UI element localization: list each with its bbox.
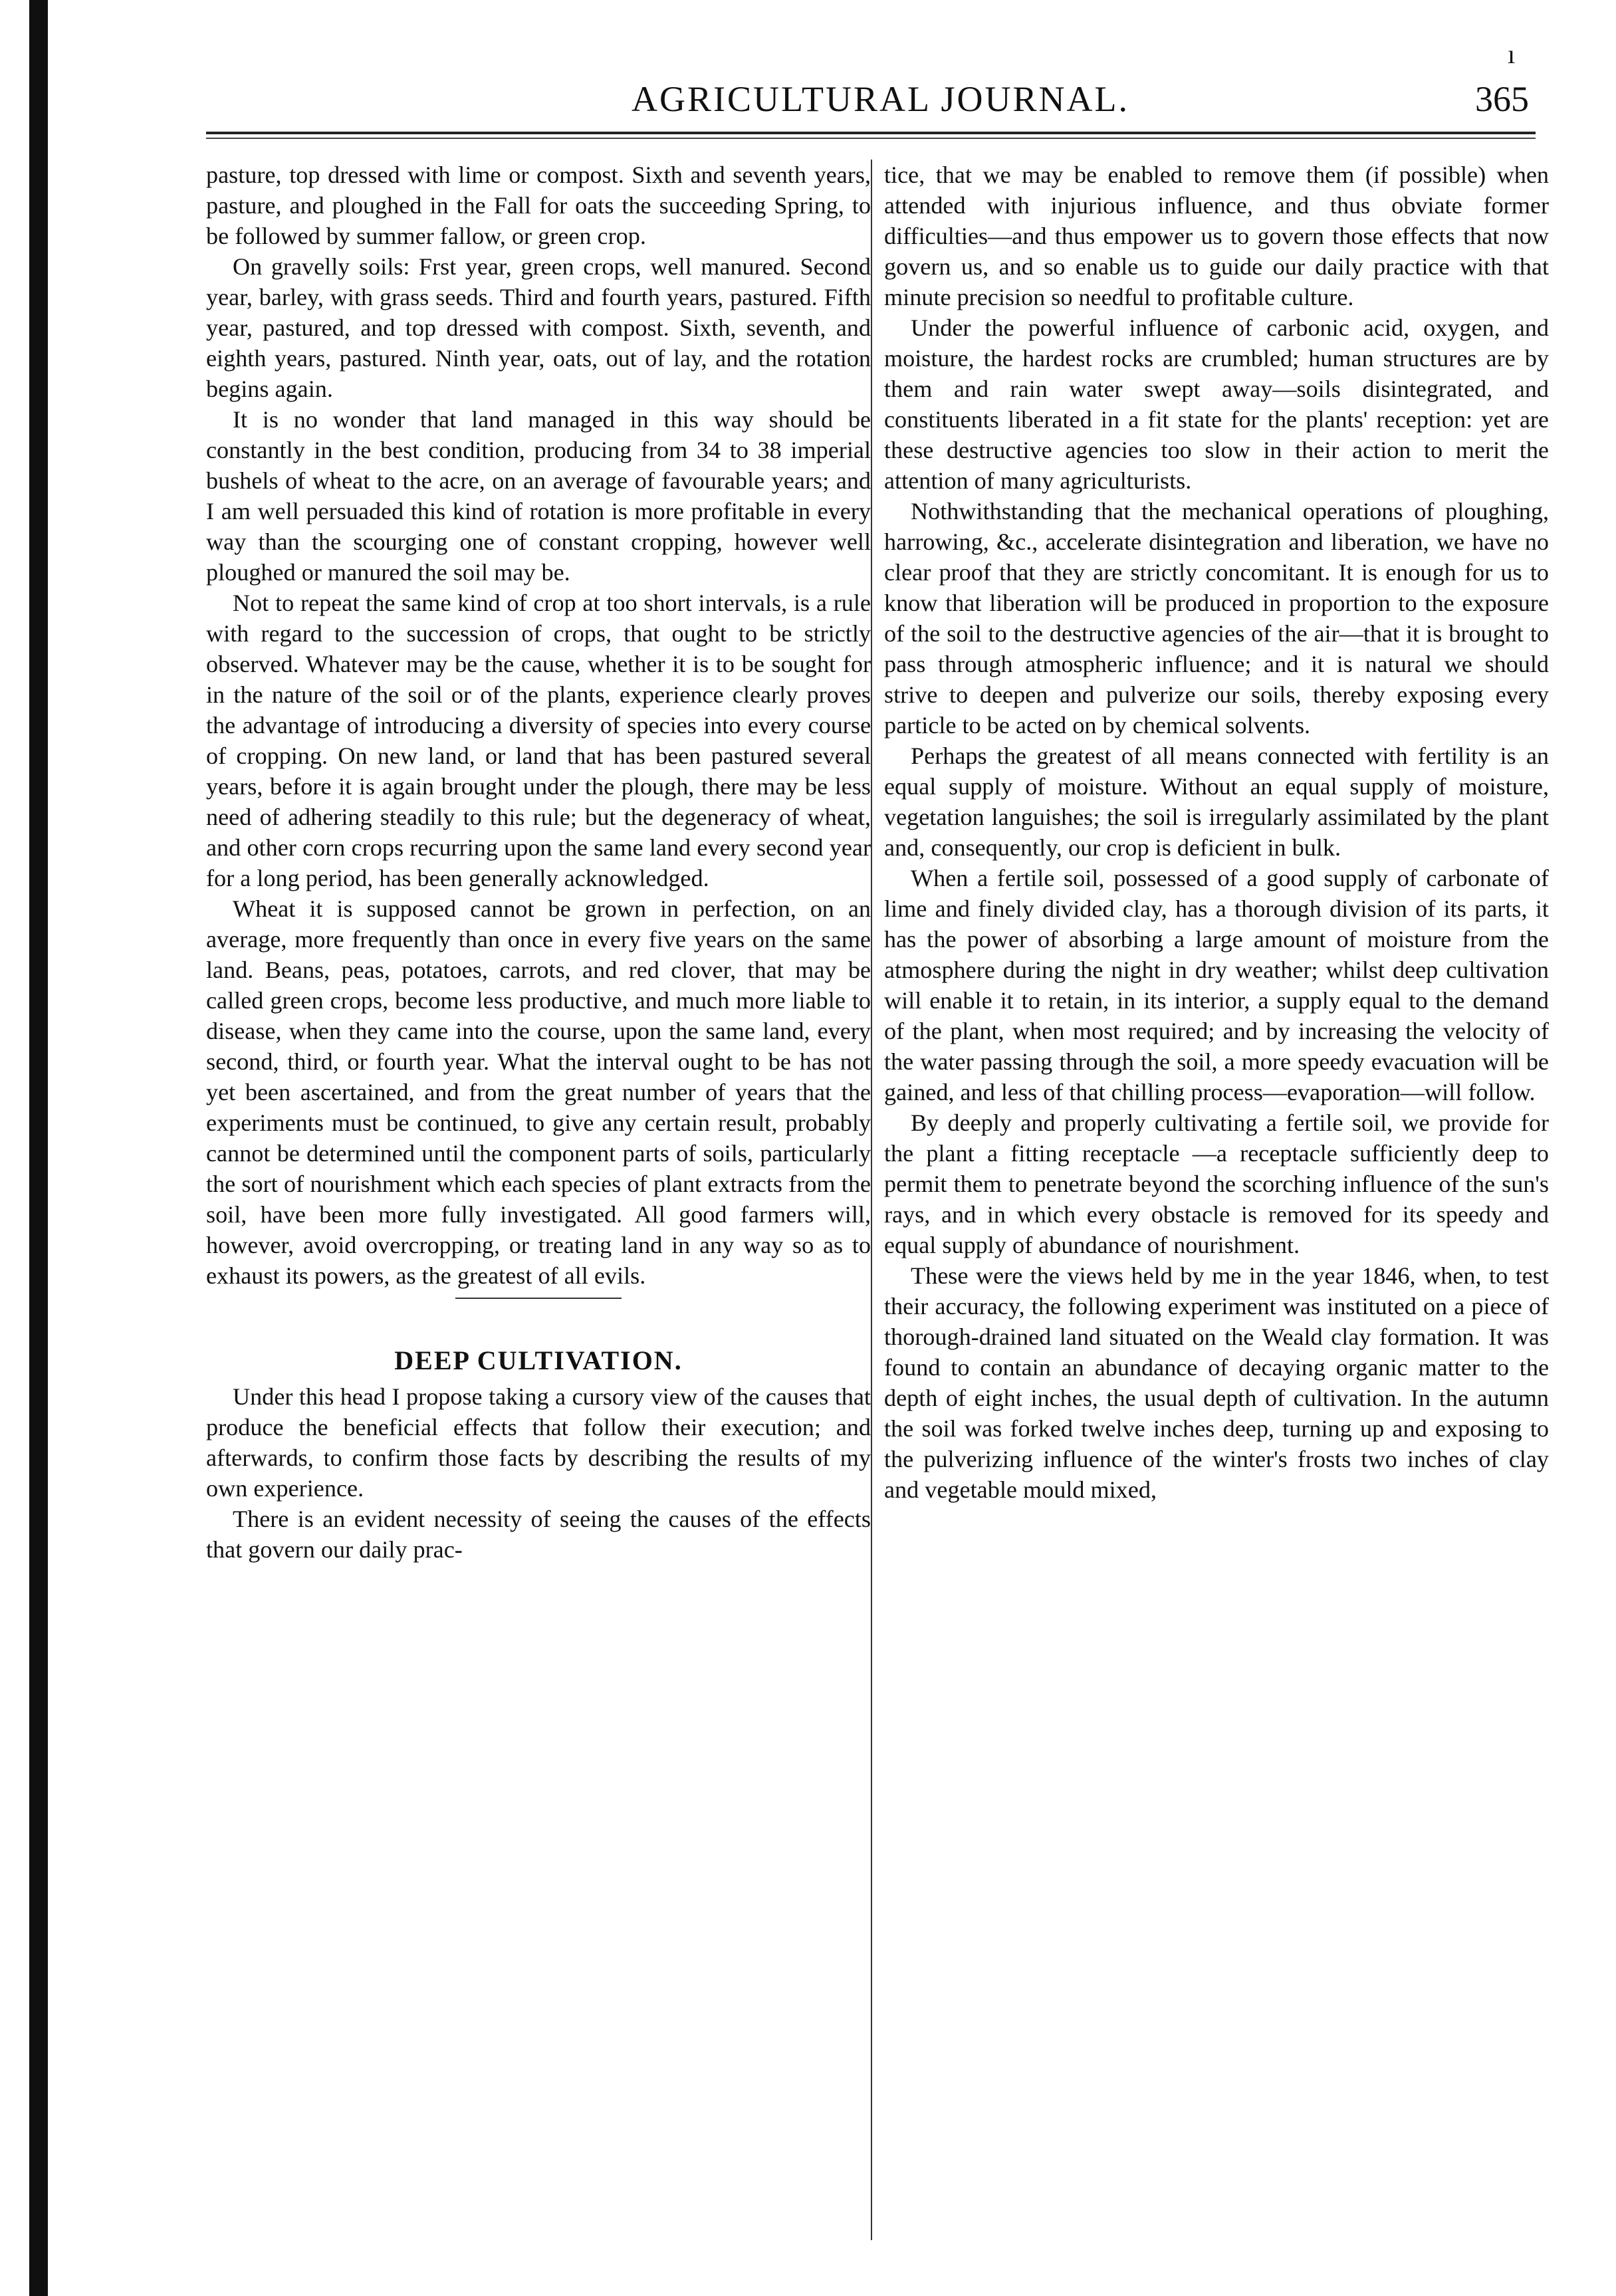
paragraph: Nothwithstanding that the mechanical operations of ploughing, harrowing, &c., accelerate disintegration and liberation, we have no clear proof that they are strictly concomitant. It is enough for us to know that liberation will be produced in proportion to the exposure of the soil to the destructive agencies of the air—that it is brought to pass through atmospheric influence; and it is natural we should strive to deepen and pulverize our soils, thereby exposing every particle to be acted on by chemical solvents. [884, 498, 1549, 739]
paragraph: tice, that we may be enabled to remove them (if possible) when attended with injurious influence, and thus obviate former difficulties—and thus empower us to govern those effects that now govern us, and so enable us to guide our daily practice with that minute precision so needful to profitable culture. [884, 162, 1549, 310]
column-divider [871, 160, 872, 2240]
paragraph: When a fertile soil, possessed of a good supply of carbonate of lime and finely divided clay, has a thorough division of its parts, it has the power of absorbing a large amount of moisture from the atmosphere during the night in dry weather; whilst deep cultivation will enable it to retain, in its interior, a supply equal to the demand of the plant, when most required; and by increasing the velocity of the water passing through the soil, a more speedy evacuation will be gained, and less of that chilling process—evaporation—will follow. [884, 865, 1549, 1105]
header-rule [206, 132, 1536, 134]
paragraph: Perhaps the greatest of all means connected with fertility is an equal supply of moisture. Without an equal supply of moisture, vegetation languishes; the soil is irregularly assimilated by the plant and, consequently, our crop is deficient in bulk. [884, 743, 1549, 861]
right-column [884, 160, 1549, 1505]
paragraph: Not to repeat the same kind of crop at too short intervals, is a rule with regard to the succession of crops, that ought to be strictly observed. Whatever may be the cause, whether it is to be sought for in the nature of the soil or of the plants, experience clearly proves the advantage of introducing a diversity of species into every course of cropping. On new land, or land that has been pastured several years, before it is again brought under the plough, there may be less need of adhering steadily to this rule; but the degeneracy of wheat, and other corn crops recurring upon the same land every second year for a long period, has been generally acknowledged. [206, 590, 871, 891]
paragraph: By deeply and properly cultivating a fertile soil, we provide for the plant a fitting receptacle —a receptacle sufficiently deep to permit them to penetrate beyond the scorching influence of the sun's rays, and in which every obstacle is removed for its speedy and equal supply of abundance of nourishment. [884, 1109, 1549, 1258]
paragraph: On gravelly soils: Frst year, green crops, well manured. Second year, barley, with grass seeds. Third and fourth years, pastured. Fifth year, pastured, and top dressed with compost. Sixth, seventh, and eighth years, pastured. Ninth year, oats, out of lay, and the rotation begins again. [206, 253, 871, 402]
paragraph: These were the views held by me in the year 1846, when, to test their accuracy, the following experiment was instituted on a piece of thorough-drained land situated on the Weald clay formation. It was found to contain an abundance of decaying organic matter to the depth of eight inches, the usual depth of cultivation. In the autumn the soil was forked twelve inches deep, turning up and exposing to the pulverizing influence of the winter's frosts two inches of clay and vegetable mould mixed, [884, 1262, 1549, 1503]
section-heading: DEEP CULTIVATION. [394, 1345, 683, 1375]
paragraph: Wheat it is supposed cannot be grown in perfection, on an average, more frequently than once in every five years on the same land. Beans, peas, potatoes, carrots, and red clover, that may be called green crops, become less productive, and much more liable to disease, when they came into the course, upon the same land, every second, third, or fourth year. What the interval ought to be has not yet been ascertained, and from the great number of years that the experiments must be continued, to give any certain result, probably cannot be determined until the component parts of soils, particularly the sort of nourishment which each species of plant extracts from the soil, have been more fully investigated. All good farmers will, however, avoid overcropping, or treating land in any way so as to exhaust its powers, as the greatest of all evils. [206, 895, 871, 1289]
paragraph: Under the powerful influence of carbonic acid, oxygen, and moisture, the hardest rocks are crumbled; human structures are by them and rain water swept away—soils disintegrated, and constituents liberated in a fit state for the plants' reception: yet are these destructive agencies too slow in their action to merit the attention of many agriculturists. [884, 314, 1549, 494]
paragraph: It is no wonder that land managed in this way should be constantly in the best condition, producing from 34 to 38 imperial bushels of wheat to the acre, on an average of favourable years; and I am well persuaded this kind of rotation is more profitable in every way than the scourging one of constant cropping, however well ploughed or manured the soil may be. [206, 406, 871, 586]
page-number: 365 [1475, 79, 1529, 119]
binding-edge [29, 0, 48, 2296]
left-column [206, 160, 871, 1565]
running-head [206, 78, 1536, 125]
header-rule-thin [206, 138, 1536, 139]
paragraph: pasture, top dressed with lime or compost. Sixth and seventh years, pasture, and ploughed in the Fall for oats the succeeding Spring, to be followed by summer fallow, or green crop. [206, 162, 871, 249]
journal-title: AGRICULTURAL JOURNAL. [632, 79, 1130, 119]
paragraph: There is an evident necessity of seeing the causes of the effects that govern our daily prac- [206, 1506, 871, 1563]
corner-mark: ı [1508, 39, 1516, 69]
section-divider [455, 1298, 622, 1299]
paragraph: Under this head I propose taking a cursory view of the causes that produce the beneficial effects that follow their execution; and afterwards, to confirm those facts by describing the results of my own experience. [206, 1383, 871, 1502]
